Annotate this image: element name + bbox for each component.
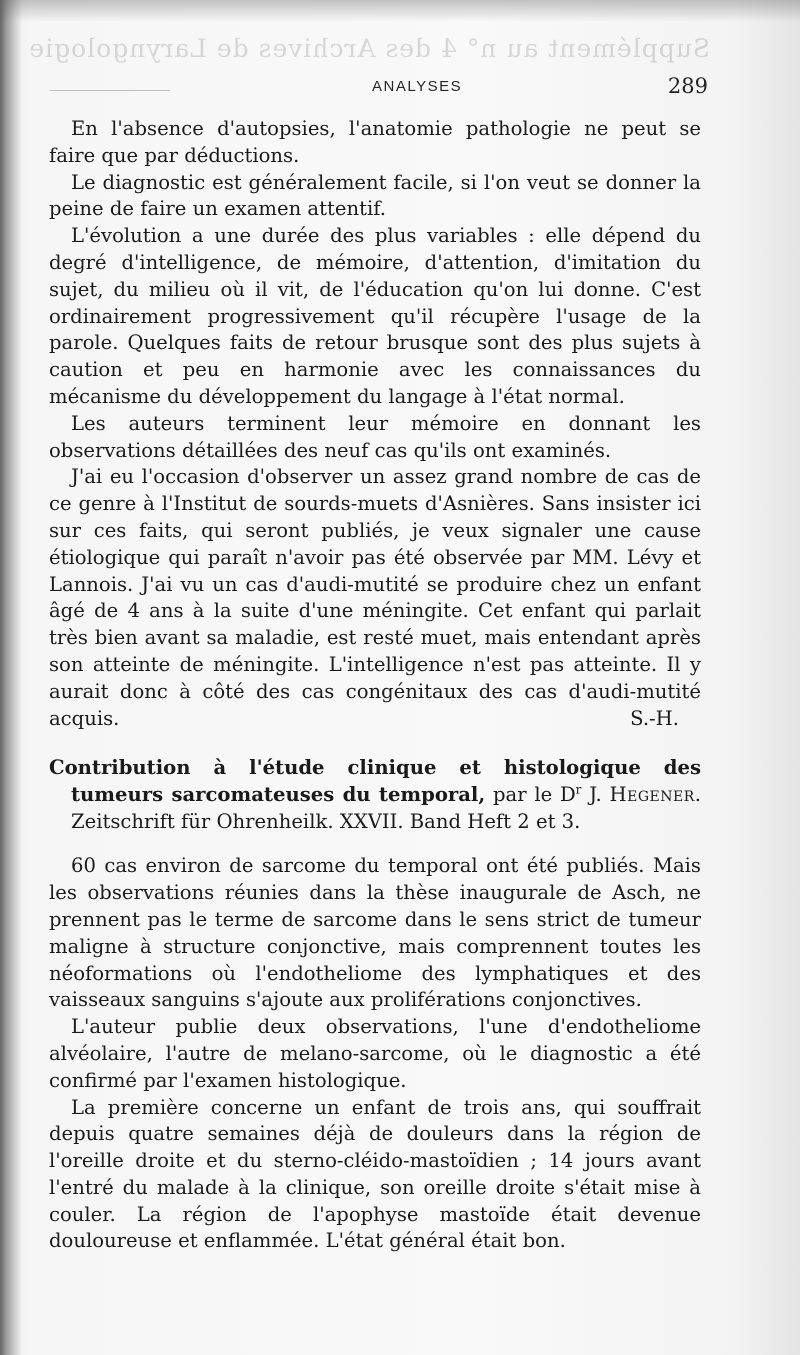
header-rule	[50, 90, 170, 91]
page-number: 289	[667, 74, 708, 98]
paragraph-with-signature	[49, 464, 701, 732]
paragraph: L'auteur publie deux observations, l'une d'endotheliome alvéolaire, l'autre de melano-sarcome, où le diagnostic a été confirmé par l'examen histologique.	[49, 1015, 701, 1092]
author-name: Hegener	[609, 783, 695, 807]
paragraph: Le diagnostic est généralement facile, si l'on veut se donner la peine de faire un examen attentif.	[49, 170, 701, 221]
article-title-bold: Contribution à l'étude clinique et histologique des tumeurs sarcomateuses du temporal,	[49, 756, 701, 807]
paragraph-text: J'ai eu l'occasion d'observer un assez grand nombre de cas de ce genre à l'Institut de sourds-muets d'Asnières. Sans insister ici sur ces faits, qui seront publiés, je veux signaler une cause étiologique qui paraît n'avoir pas été observée par MM. Lévy et Lannois. J'ai vu un cas d'audi-mutité se produire chez un enfant âgé de 4 ans à la suite d'une méningite. Cet enfant qui parlait très bien avant sa maladie, est resté muet, mais entendant après son atteinte de méningite. L'intelligence n'est pas atteinte. Il y aurait donc à côté des cas congénitaux des cas d'audi-mutité acquis.	[49, 465, 701, 730]
citation: . Zeitschrift für Ohrenheilk. XXVII. Band Heft 2 et 3.	[71, 783, 701, 834]
running-head: ANALYSES	[372, 78, 463, 95]
paragraph: 60 cas environ de sarcome du temporal ont été publiés. Mais les observations réunies dans la thèse inaugurale de Asch, ne prennent pas le terme de sarcome dans le sens strict de tumeur maligne à structure conjonctive, mais comprennent toutes les néoformations où l'endotheliome des lymphatiques et des vaisseaux sanguins s'ajoute aux proliférations conjonctives.	[49, 854, 701, 1012]
paragraph: La première concerne un enfant de trois ans, qui souffrait depuis quatre semaines déjà de douleurs dans la région de l'oreille droite et du sterno-cléido-mastoïdien ; 14 jours avant l'entré du malade à la clinique, son oreille droite s'était mise à couler. La région de l'apophyse mastoïde était devenue douloureuse et enflammée. L'état général était bon.	[49, 1095, 701, 1253]
binding-shadow	[0, 0, 22, 1355]
signature: S.-H.	[630, 706, 679, 730]
paragraph: Les auteurs terminent leur mémoire en donnant les observations détaillées des neuf cas qu'ils ont examinés.	[49, 411, 701, 462]
paragraph: En l'absence d'autopsies, l'anatomie pathologie ne peut se faire que par déductions.	[49, 117, 701, 167]
page-header	[50, 74, 710, 104]
paragraph: L'évolution a une durée des plus variables : elle dépend du degré d'intelligence, de mémoire, d'attention, d'imitation du sujet, du milieu où il vit, de l'éducation qu'on lui donne. C'est ordinairement progressivement qu'il récupère l'usage de la parole. Quelques faits de retour brusque sont des plus sujets à caution et peu en harmonie avec les connaissances du mécanisme du développement du langage à l'état normal.	[49, 224, 701, 408]
doctor-superscript: r	[575, 782, 582, 797]
top-edge-shadow	[0, 0, 800, 22]
article-title	[49, 754, 701, 835]
bleed-through-text: Supplément au n° 4 des Archives de Laryngologie	[28, 34, 710, 63]
author-initial: J.	[581, 783, 610, 807]
article-title-by: par le D	[485, 783, 576, 807]
page-body	[49, 116, 701, 1255]
